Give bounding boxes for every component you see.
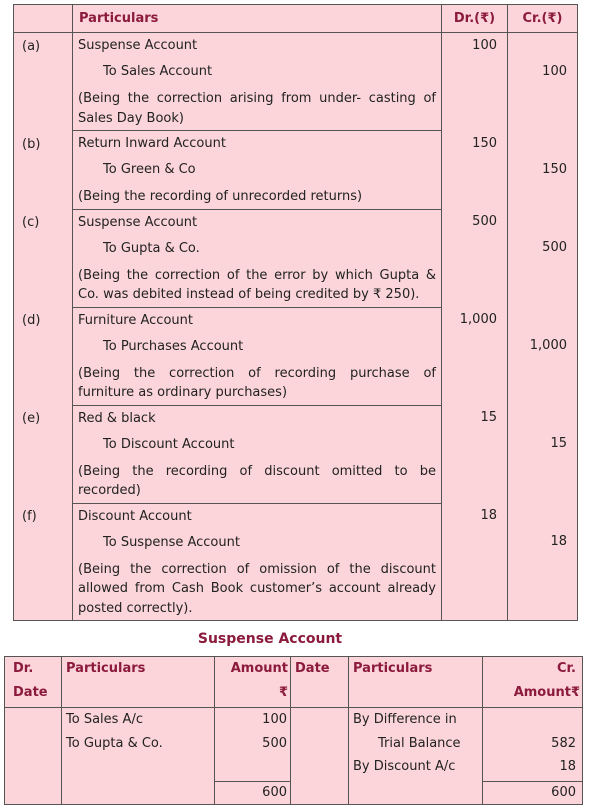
debit-account: Suspense Account	[78, 214, 198, 230]
credit-account: To Green & Co	[103, 162, 196, 177]
debit-account: Furniture Account	[78, 312, 193, 328]
ledger-right-particulars: By Difference in	[353, 712, 457, 727]
dr-amount: 1,000	[459, 312, 497, 327]
journal-header-particulars: Particulars	[73, 5, 442, 33]
ledger-left-amount: 100	[262, 712, 287, 727]
particulars-right-label: Particulars	[353, 661, 433, 676]
credit-account: To Suspense Account	[103, 534, 240, 550]
ledger-body-row	[5, 708, 583, 782]
journal-header-dr: Dr.(₹)	[442, 5, 508, 33]
narration: (Being the correction of recording purchase of furniture as ordinary purchases)	[78, 365, 436, 400]
entry-label: (a)	[22, 39, 41, 54]
debit-account: Discount Account	[78, 508, 192, 524]
journal-entry	[14, 307, 578, 405]
journal-entry	[14, 131, 578, 210]
ledger-header-particulars-left	[62, 657, 215, 708]
particulars-left-label: Particulars	[66, 661, 146, 676]
cr-amount: 1,000	[529, 338, 567, 353]
rupee-label: ₹	[278, 685, 288, 700]
dr-amount: 18	[480, 508, 497, 523]
dr-amount: 500	[472, 214, 497, 229]
ledger-right-amount	[483, 708, 582, 732]
debit-account: Suspense Account	[78, 38, 198, 53]
journal-entry	[14, 33, 578, 131]
ledger-total-right: 600	[483, 781, 583, 804]
ledger-header-cr-amount	[483, 657, 583, 708]
dr-amount: 150	[472, 135, 497, 151]
cr-label: Cr.	[556, 661, 576, 676]
cr-amount: 150	[542, 161, 567, 177]
suspense-account-title: Suspense Account	[197, 631, 343, 647]
journal-header-row	[14, 5, 578, 33]
dr-label: Dr.	[13, 661, 34, 676]
entry-label: (e)	[22, 411, 41, 426]
credit-account: To Discount Account	[103, 436, 235, 452]
ledger-right-particulars: Trial Balance	[378, 735, 461, 751]
journal-header-label	[14, 5, 73, 33]
journal-table	[13, 4, 578, 621]
narration: (Being the correction of omission of the discount allowed from Cash Book customer’s account already posted correctly).	[78, 561, 436, 616]
narration: (Being the correction arising from under- casting of Sales Day Book)	[78, 91, 436, 126]
cr-amount: 18	[550, 534, 567, 549]
ledger-left-amount: 500	[262, 735, 287, 751]
amount-right-label: Amount₹	[513, 685, 580, 700]
ledger-totals-row	[5, 781, 583, 804]
narration: (Being the recording of unrecorded returns)	[78, 189, 363, 204]
credit-account: To Purchases Account	[103, 338, 244, 354]
journal-entry	[14, 503, 578, 621]
ledger-header-row	[5, 657, 583, 708]
ledger-header-dr-date	[5, 657, 62, 708]
narration: (Being the correction of the error by which Gupta & Co. was debited instead of being credited by ₹ 250).	[78, 267, 436, 302]
debit-account: Red & black	[78, 410, 156, 426]
ledger-right-amount: 18	[559, 759, 576, 774]
credit-account: To Gupta & Co.	[103, 240, 200, 256]
ledger-header-particulars-right	[349, 657, 483, 708]
cr-amount: 500	[542, 240, 567, 255]
dr-amount: 15	[480, 410, 497, 425]
cr-amount: 100	[542, 64, 567, 79]
entry-label: (c)	[22, 215, 40, 230]
journal-header-cr: Cr.(₹)	[508, 5, 578, 33]
suspense-ledger-table	[4, 656, 583, 805]
credit-account: To Sales Account	[103, 64, 213, 79]
date-left-label: Date	[13, 685, 48, 700]
ledger-header-amount-left	[215, 657, 291, 708]
amount-left-label: Amount	[230, 661, 288, 676]
entry-label: (b)	[22, 136, 41, 152]
ledger-right-amount: 582	[551, 735, 576, 751]
ledger-left-particulars: To Gupta & Co.	[66, 735, 163, 751]
ledger-header-date-right	[291, 657, 349, 708]
ledger-left-particulars: To Sales A/c	[66, 712, 143, 727]
entry-label: (f)	[22, 509, 37, 524]
date-right-label: Date	[295, 661, 330, 676]
cr-amount: 15	[550, 436, 567, 451]
journal-entry	[14, 405, 578, 503]
journal-entry	[14, 209, 578, 307]
ledger-right-particulars: By Discount A/c	[353, 759, 456, 774]
narration: (Being the recording of discount omitted to be recorded)	[78, 463, 436, 498]
dr-amount: 100	[472, 38, 497, 53]
ledger-total-left: 600	[215, 781, 291, 804]
entry-label: (d)	[22, 313, 41, 328]
debit-account: Return Inward Account	[78, 136, 226, 151]
